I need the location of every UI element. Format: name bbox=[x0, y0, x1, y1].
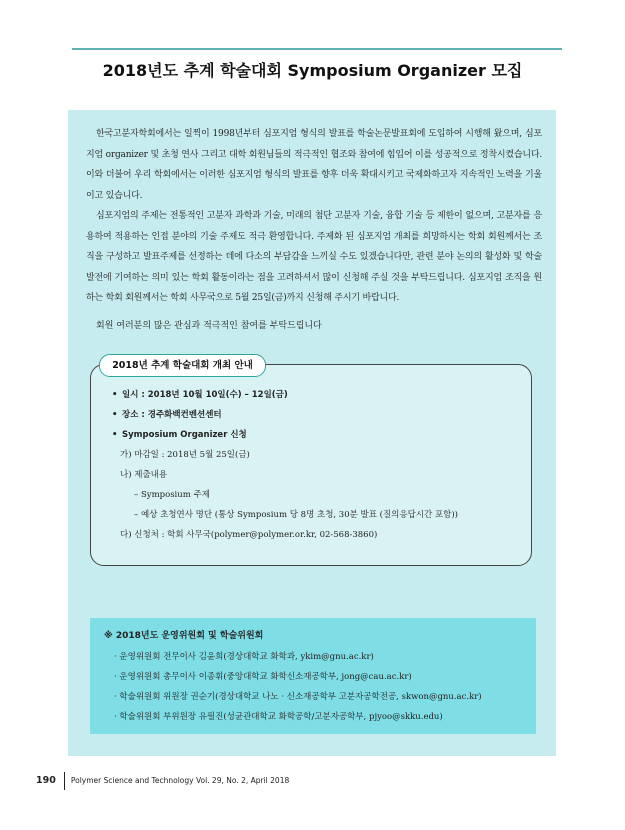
footer-divider bbox=[64, 772, 65, 790]
event-info-heading: 2018년 추계 학술대회 개최 안내 bbox=[99, 354, 266, 377]
organizer-application: • Symposium Organizer 신청 bbox=[112, 425, 522, 445]
event-date: • 일시 : 2018년 10월 10일(수) – 12일(금) bbox=[112, 385, 522, 405]
intro-paragraph-2: 심포지엄의 주제는 전통적인 고분자 과학과 기술, 미래의 첨단 고분자 기술, 융합 기술 등 제한이 없으며, 고분자를 응용하여 적용하는 인접 분야의 기술 주제도 적극 환영합니다. 주제화 된 심포지엄 개최를 희망하시는 학회 회원께서는 조직을 구성하고 발표주제를 선정하는 데에 다소의 부담감을 느끼실 수도 있겠습니다만, 관련 분야 논의의 활성화 및 학술발전에 기여하는 의미 있는 학회 활동이라는 점을 고려하셔서 많이 신청해 주실 것을 부탁드립니다. 심포지엄 조직을 원하는 학회 회원께서는 학회 사무국으로 5월 25일(금)까지 신청해 주시기 바랍니다. bbox=[86, 211, 542, 303]
submission-item: – 예상 초청연사 명단 (통상 Symposium 당 8명 초청, 30분 발표 (질의응답시간 포함)) bbox=[134, 510, 458, 520]
submission-item: – Symposium 주제 bbox=[134, 490, 210, 500]
intro-text bbox=[86, 124, 542, 309]
committee-heading: ※ 2018년도 운영위원회 및 학술위원회 bbox=[104, 631, 264, 641]
application-deadline: 가) 마감일 : 2018년 5월 25일(금) bbox=[120, 450, 250, 460]
page-footer bbox=[36, 772, 289, 788]
submission-contents: 나) 제출내용 bbox=[120, 470, 168, 480]
closing-remark: 회원 여러분의 많은 관심과 적극적인 참여를 부탁드립니다 bbox=[96, 321, 322, 331]
application-contact: 다) 신청처 : 학회 사무국(polymer@polymer.or.kr, 02-568-3860) bbox=[120, 530, 378, 540]
page-number: 190 bbox=[36, 775, 56, 786]
event-venue: • 장소 : 경주화백컨벤션센터 bbox=[112, 405, 522, 425]
journal-citation: Polymer Science and Technology Vol. 29, No. 2, April 2018 bbox=[70, 776, 290, 785]
page-title: 2018년도 추계 학술대회 Symposium Organizer 모집 bbox=[102, 61, 523, 80]
top-rule bbox=[72, 48, 562, 50]
committee-box bbox=[90, 618, 536, 734]
committee-member: · 학술위원회 부위원장 유필진(성균관대학교 화학공학/고분자공학부, pjyoo@skku.edu) bbox=[114, 712, 443, 722]
committee-member: · 학술위원회 위원장 권순기(경상대학교 나노 · 신소재공학부 고분자공학전공, skwon@gnu.ac.kr) bbox=[114, 692, 482, 702]
event-info-list bbox=[112, 385, 522, 545]
intro-paragraph-1: 한국고분자학회에서는 일찍이 1998년부터 심포지엄 형식의 발표를 학술논문발표회에 도입하여 시행해 왔으며, 심포지엄 organizer 및 초청 연사 그리고 대학 회원님들의 적극적인 협조와 참여에 힘입어 이를 성공적으로 정착시켰습니다. 이와 더불어 우리 학회에서는 이러한 심포지엄 형식의 발표를 향후 더욱 확대시키고 국제화하고자 지속적인 노력을 기울이고 있습니다. bbox=[86, 129, 542, 201]
committee-member: · 운영위원회 전무이사 김윤희(경상대학교 화학과, ykim@gnu.ac.kr) bbox=[114, 652, 374, 662]
committee-member: · 운영위원회 총무이사 이종휘(중앙대학교 화학신소재공학부, jong@cau.ac.kr) bbox=[114, 672, 412, 682]
